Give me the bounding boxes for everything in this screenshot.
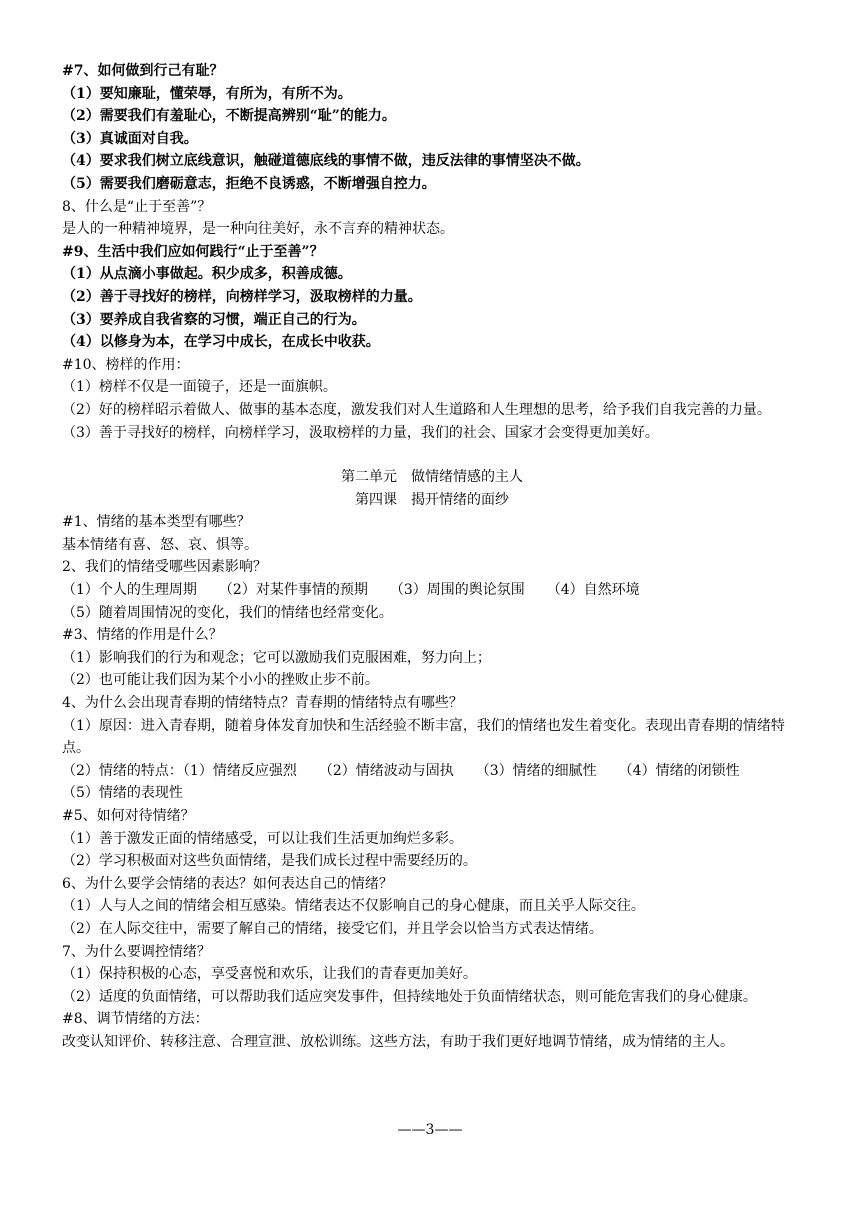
answer-item: （1）要知廉耻，懂荣辱，有所为，有所不为。 xyxy=(62,85,352,102)
answer-item: （5）随着周围情况的变化，我们的情绪也经常变化。 xyxy=(62,604,393,621)
answer-item: （2）在人际交往中，需要了解自己的情绪，接受它们，并且学会以恰当方式表达情绪。 xyxy=(62,920,603,937)
factor-item: （2）对某件事情的预期 xyxy=(218,582,368,599)
section-gap xyxy=(62,444,802,466)
factor-item: （1）个人的生理周期 xyxy=(62,582,197,599)
answer-item: （4）以修身为本，在学习中成长，在成长中收获。 xyxy=(62,334,380,351)
answer-item: （1）人与人之间的情绪会相互感染。情绪表达不仅影响自己的身心健康，而且关乎人际交往。 xyxy=(62,898,645,915)
answer-item: （5）情绪的表现性 xyxy=(62,785,183,802)
trait-row xyxy=(62,760,802,783)
lesson-question-7 xyxy=(62,941,802,1009)
trait-item: （4）情绪的闭锁性 xyxy=(618,762,740,779)
factor-item: （4）自然环境 xyxy=(546,582,640,599)
answer-item: （1）原因：进入青春期，随着身体发育加快和生活经验不断丰富，我们的情绪也发生着变化。表现出青春期的情绪特点。 xyxy=(62,717,785,757)
answer-text: 是人的一种精神境界，是一种向往美好，永不言弃的精神状态。 xyxy=(62,221,454,238)
trait-item: （2）情绪波动与固执 xyxy=(318,762,454,779)
trait-item: （3）情绪的细腻性 xyxy=(475,762,597,779)
answer-item: （2）也可能让我们因为某个小小的挫败止步不前。 xyxy=(62,672,379,689)
answer-item: （3）善于寻找好的榜样，向榜样学习，汲取榜样的力量，我们的社会、国家才会变得更加美好。 xyxy=(62,424,659,441)
question-title: 8、什么是“止于至善”？ xyxy=(62,198,212,215)
unit-heading: 第二单元 做情绪情感的主人 xyxy=(341,469,523,486)
question-title: 6、为什么要学会情绪的表达？如何表达自己的情绪？ xyxy=(62,875,393,892)
lesson-question-4 xyxy=(62,692,802,805)
question-title: #9、生活中我们应如何践行“止于至善”？ xyxy=(62,243,324,260)
answer-item: （3）真诚面对自我。 xyxy=(62,130,198,147)
lesson-question-3 xyxy=(62,624,802,692)
question-title: #5、如何对待情绪？ xyxy=(62,808,195,824)
question-title: 4、为什么会出现青春期的情绪特点？青春期的情绪特点有哪些？ xyxy=(62,695,463,712)
answer-item: （4）要求我们树立底线意识，触碰道德底线的事情不做，违反法律的事情坚决不做。 xyxy=(62,153,590,170)
lesson-question-6 xyxy=(62,873,802,941)
question-7 xyxy=(62,60,802,196)
question-title: 2、我们的情绪受哪些因素影响？ xyxy=(62,559,267,576)
factor-row xyxy=(62,579,802,602)
page-content xyxy=(62,60,802,1054)
answer-item: （1）从点滴小事做起。积少成多，积善成德。 xyxy=(62,266,352,283)
question-title: #1、情绪的基本类型有哪些？ xyxy=(62,514,251,531)
lesson-heading: 第四课 揭开情绪的面纱 xyxy=(355,491,509,508)
answer-item: （2）学习积极面对这些负面情绪，是我们成长过程中需要经历的。 xyxy=(62,853,477,870)
question-title: 7、为什么要调控情绪？ xyxy=(62,943,211,960)
answer-item: （1）影响我们的行为和观念；它可以激励我们克服困难，努力向上； xyxy=(62,649,491,666)
answer-item: （1）榜样不仅是一面镜子，还是一面旗帜。 xyxy=(62,379,337,396)
factor-item: （3）周围的舆论氛围 xyxy=(389,582,525,599)
question-title: #8、调节情绪的方法： xyxy=(62,1011,209,1028)
answer-item: （3）要养成自我省察的习惯，端正自己的行为。 xyxy=(62,311,366,328)
answer-item: （2）善于寻找好的榜样，向榜样学习，汲取榜样的力量。 xyxy=(62,288,422,305)
answer-item: （2）需要我们有羞耻心，不断提高辨别“耻”的能力。 xyxy=(62,108,396,125)
answer-text: 改变认知评价、转移注意、合理宣泄、放松训练。这些方法，有助于我们更好地调节情绪，成为情绪的主人。 xyxy=(62,1033,734,1050)
lesson-question-1 xyxy=(62,511,802,556)
answer-item: （5）需要我们磨砺意志，拒绝不良诱惑，不断增强自控力。 xyxy=(62,175,436,192)
lesson-question-8 xyxy=(62,1008,802,1053)
lesson-question-5 xyxy=(62,805,802,873)
page-number: ——3—— xyxy=(397,1122,463,1138)
answer-item: （2）适度的负面情绪，可以帮助我们适应突发事件，但持续地处于负面情绪状态，则可能危害我们的身心健康。 xyxy=(62,988,757,1005)
answer-item: （1）善于激发正面的情绪感受，可以让我们生活更加绚烂多彩。 xyxy=(62,830,463,847)
trait-item: （2）情绪的特点：（1）情绪反应强烈 xyxy=(62,762,297,779)
question-9 xyxy=(62,241,802,354)
question-8 xyxy=(62,196,802,241)
question-10 xyxy=(62,354,802,444)
answer-item: （2）好的榜样昭示着做人、做事的基本态度，激发我们对人生道路和人生理想的思考，给予我们自我完善的力量。 xyxy=(62,401,771,418)
answer-item: （1）保持积极的心态，享受喜悦和欢乐，让我们的青春更加美好。 xyxy=(62,966,477,983)
question-title: #10、榜样的作用： xyxy=(62,356,190,373)
lesson-question-2 xyxy=(62,556,802,624)
answer-text: 基本情绪有喜、怒、哀、惧等。 xyxy=(62,536,258,553)
question-title: #3、情绪的作用是什么？ xyxy=(62,627,223,644)
question-title: #7、如何做到行己有耻？ xyxy=(62,63,224,79)
